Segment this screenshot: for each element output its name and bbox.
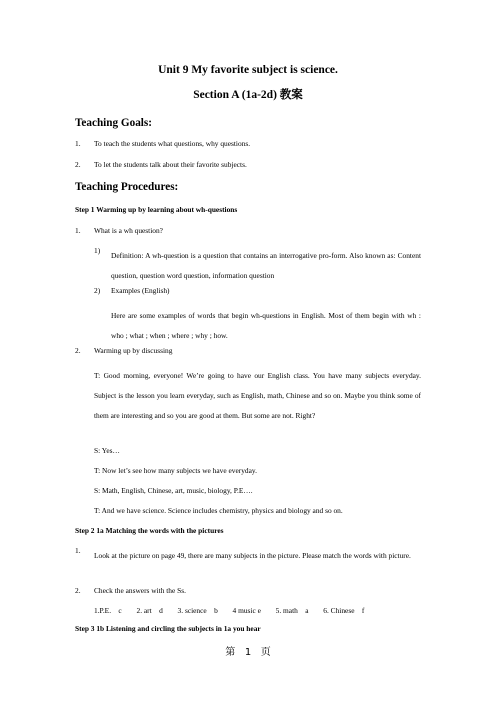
list-item-text: Check the answers with the Ss. [94, 586, 186, 595]
dialogue-teacher: T: Good morning, everyone! We’re going to have our English class. You have many subjects everyday. Subject is the lesson you learn everyday, such as English, math, Chinese and so on. Maybe you think some of them are interesting and so you are good at them. But some are not. Right? [94, 371, 421, 420]
examples-title: Examples (English) [111, 286, 170, 295]
goal-text: To teach the students what questions, why questions. [94, 139, 251, 148]
procedures-heading: Teaching Procedures: [75, 181, 179, 193]
goal-number: 1. [75, 139, 81, 148]
document-title: Unit 9 My favorite subject is science. [158, 64, 338, 76]
goal-text: To let the students talk about their favorite subjects. [94, 160, 247, 169]
definition-paragraph: Definition: A wh-question is a question that contains an interrogative pro-form. Also known as: Content question, question word question, information question [111, 251, 421, 280]
list-number: 1. [75, 546, 81, 555]
dialogue-teacher: T: And we have science. Science includes chemistry, physics and biology and so on. [94, 506, 343, 515]
sub-number: 2) [94, 286, 101, 295]
dialogue-student: S: Yes… [94, 446, 120, 455]
answer-key: 1.P.E. c 2. art d 3. science b 4 music e 5. math a 6. Chinese f [94, 606, 365, 615]
step1-heading: Step 1 Warming up by learning about wh-questions [75, 205, 238, 214]
step3-heading: Step 3 1b Listening and circling the subjects in 1a you hear [75, 624, 261, 633]
sub-number: 1) [94, 246, 101, 255]
goal-number: 2. [75, 160, 81, 169]
page-footer: 第 1 页 [225, 647, 271, 658]
list-item-text: Look at the picture on page 49, there are many subjects in the picture. Please match the words with picture. [94, 551, 411, 560]
list-number: 2. [75, 346, 81, 355]
list-number: 2. [75, 586, 81, 595]
goals-heading: Teaching Goals: [75, 117, 152, 129]
dialogue-student: S: Math, English, Chinese, art, music, biology, P.E…. [94, 486, 253, 495]
list-item-text: Warming up by discussing [94, 346, 173, 355]
list-number: 1. [75, 226, 81, 235]
dialogue-teacher: T: Now let’s see how many subjects we have everyday. [94, 466, 257, 475]
step2-heading: Step 2 1a Matching the words with the pictures [75, 526, 224, 535]
list-item-text: What is a wh question? [94, 226, 163, 235]
document-subtitle: Section A (1a-2d) 教案 [193, 89, 303, 101]
examples-paragraph: Here are some examples of words that begin wh-questions in English. Most of them begin with wh : who ; what ; when ; where ; why ; how. [111, 311, 421, 340]
